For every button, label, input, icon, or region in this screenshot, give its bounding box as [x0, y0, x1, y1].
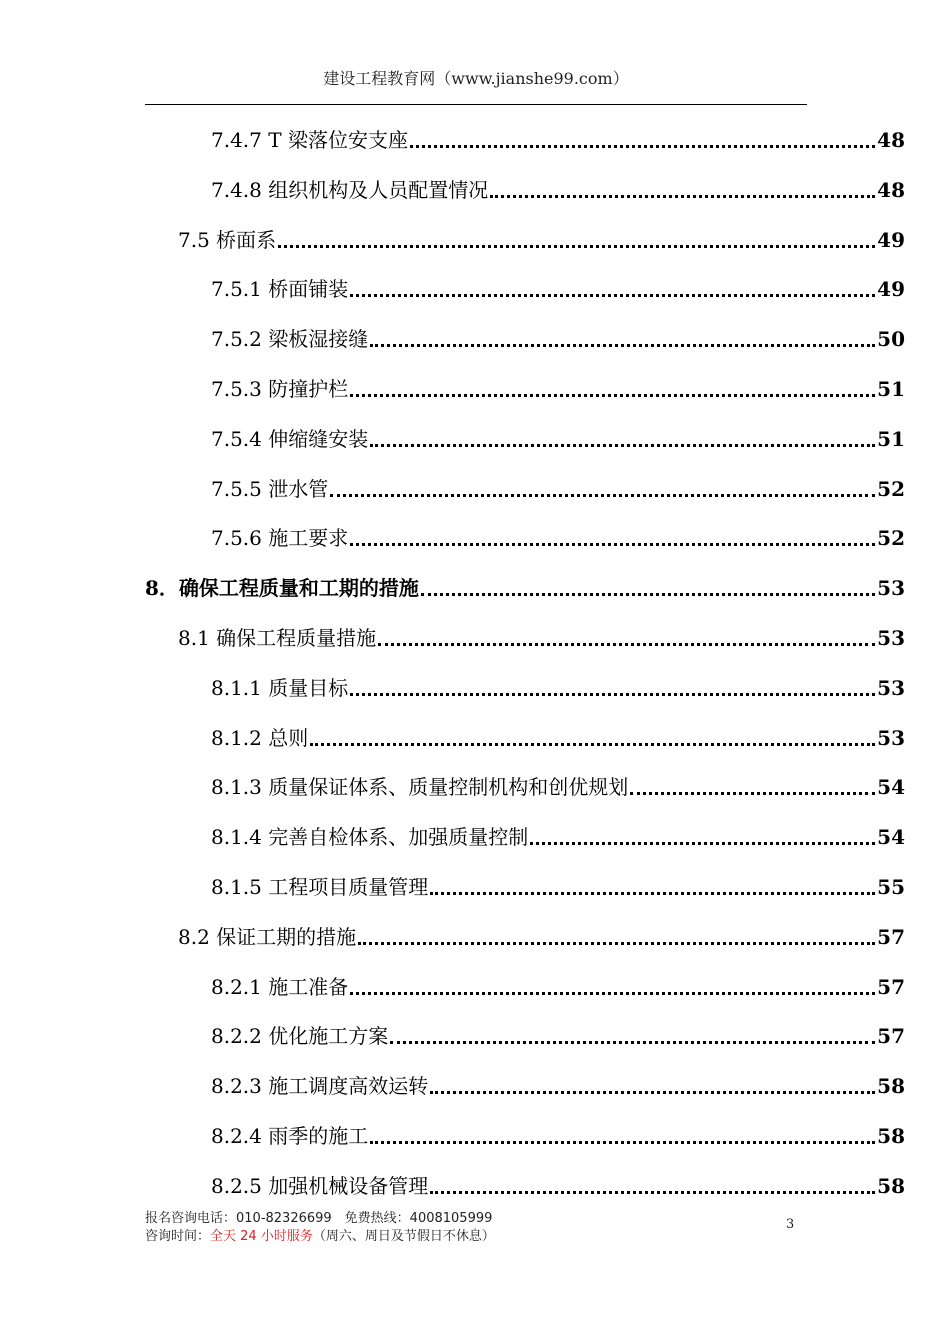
toc-entry[interactable]: [211, 523, 905, 553]
toc-dot-leader: [390, 1041, 875, 1044]
toc-dot-leader: [430, 1191, 875, 1194]
toc-entry[interactable]: [145, 573, 905, 603]
toc-dot-leader: [350, 543, 875, 546]
toc-entry-title: 8.2.1 施工准备: [211, 975, 349, 999]
toc-entry-page-number: 57: [877, 925, 905, 949]
toc-entry-page-number: 52: [877, 526, 905, 550]
toc-entry-title: 7.4.8 组织机构及人员配置情况: [211, 178, 489, 202]
toc-entry[interactable]: [211, 1071, 905, 1101]
toc-entry-title: 8.1.4 完善自检体系、加强质量控制: [211, 825, 529, 849]
toc-entry-title: 8.1.1 质量目标: [211, 676, 349, 700]
toc-entry[interactable]: [211, 374, 905, 404]
toc-dot-leader: [330, 494, 875, 497]
toc-entry-title: 8.2.5 加强机械设备管理: [211, 1174, 429, 1198]
toc-entry[interactable]: [211, 424, 905, 454]
toc-entry[interactable]: [211, 175, 905, 205]
page-footer: [145, 1210, 805, 1246]
toc-entry-title: 7.5 桥面系: [178, 228, 277, 252]
toc-dot-leader: [370, 1141, 875, 1144]
toc-entry-page-number: 55: [877, 875, 905, 899]
toc-entry-title: 8.1.5 工程项目质量管理: [211, 875, 429, 899]
footer-hours-note: （周六、周日及节假日不休息）: [312, 1229, 495, 1244]
toc-entry[interactable]: [211, 723, 905, 753]
toc-entry[interactable]: [178, 225, 905, 255]
toc-dot-leader: [410, 145, 875, 148]
toc-entry-title: 8．确保工程质量和工期的措施: [145, 576, 419, 600]
footer-hours-line: [145, 1228, 805, 1246]
toc-entry-page-number: 48: [877, 178, 905, 202]
toc-entry[interactable]: [211, 872, 905, 902]
toc-dot-leader: [490, 195, 875, 198]
toc-entry-page-number: 58: [877, 1124, 905, 1148]
toc-entry-page-number: 58: [877, 1074, 905, 1098]
toc-entry-title: 8.1.3 质量保证体系、质量控制机构和创优规划: [211, 775, 629, 799]
toc-entry-title: 8.1 确保工程质量措施: [178, 626, 377, 650]
toc-entry-title: 7.5.4 伸缩缝安装: [211, 427, 369, 451]
toc-entry[interactable]: [211, 673, 905, 703]
toc-entry-page-number: 53: [877, 726, 905, 750]
toc-dot-leader: [421, 593, 875, 596]
toc-entry[interactable]: [211, 1021, 905, 1051]
toc-entry-title: 7.4.7 T 梁落位安支座: [211, 128, 408, 152]
toc-entry[interactable]: [211, 772, 905, 802]
toc-dot-leader: [350, 294, 875, 297]
toc-entry-title: 8.2.3 施工调度高效运转: [211, 1074, 429, 1098]
toc-entry-title: 7.5.3 防撞护栏: [211, 377, 349, 401]
toc-dot-leader: [350, 693, 875, 696]
toc-entry[interactable]: [178, 922, 905, 952]
toc-entry[interactable]: [211, 274, 905, 304]
toc-entry[interactable]: [211, 822, 905, 852]
toc-entry-page-number: 50: [877, 327, 905, 351]
toc-entry-page-number: 51: [877, 427, 905, 451]
toc-entry[interactable]: [211, 1171, 905, 1201]
page-header: 建设工程教育网（www.jianshe99.com）: [323, 69, 629, 88]
toc-entry-page-number: 51: [877, 377, 905, 401]
toc-dot-leader: [370, 344, 875, 347]
toc-entry-page-number: 57: [877, 975, 905, 999]
toc-entry[interactable]: [211, 474, 905, 504]
toc-entry-title: 8.2 保证工期的措施: [178, 925, 357, 949]
footer-hours-label: 咨询时间：: [145, 1229, 211, 1244]
toc-entry-page-number: 54: [877, 775, 905, 799]
toc-entry-page-number: 49: [877, 277, 905, 301]
toc-dot-leader: [358, 942, 875, 945]
toc-entry-title: 7.5.5 泄水管: [211, 477, 329, 501]
toc-entry-page-number: 48: [877, 128, 905, 152]
toc-entry-title: 7.5.2 梁板湿接缝: [211, 327, 369, 351]
toc-entry-page-number: 53: [877, 676, 905, 700]
toc-dot-leader: [530, 842, 875, 845]
page-number: 3: [786, 1217, 795, 1232]
footer-contact-line: 报名咨询电话：010-82326699 免费热线：4008105999: [145, 1211, 493, 1226]
toc-entry-title: 7.5.1 桥面铺装: [211, 277, 349, 301]
toc-dot-leader: [278, 245, 875, 248]
toc-dot-leader: [430, 1091, 875, 1094]
toc-entry-title: 7.5.6 施工要求: [211, 526, 349, 550]
toc-dot-leader: [430, 892, 875, 895]
toc-entry-page-number: 53: [877, 626, 905, 650]
toc-entry-page-number: 49: [877, 228, 905, 252]
toc-entry-page-number: 52: [877, 477, 905, 501]
toc-entry[interactable]: [211, 972, 905, 1002]
footer-hours-highlight: 全天 24 小时服务: [210, 1229, 313, 1244]
toc-entry-page-number: 58: [877, 1174, 905, 1198]
toc-dot-leader: [350, 394, 875, 397]
toc-dot-leader: [350, 992, 875, 995]
toc-entry[interactable]: [211, 1121, 905, 1151]
toc-entry-page-number: 54: [877, 825, 905, 849]
toc-entry[interactable]: [211, 324, 905, 354]
toc-dot-leader: [630, 792, 875, 795]
toc-entry-title: 8.2.2 优化施工方案: [211, 1024, 389, 1048]
toc-dot-leader: [310, 743, 875, 746]
toc-entry-page-number: 53: [877, 576, 905, 600]
toc-entry-title: 8.1.2 总则: [211, 726, 309, 750]
toc-entry[interactable]: [178, 623, 905, 653]
toc-dot-leader: [370, 444, 875, 447]
toc-entry[interactable]: [211, 125, 905, 155]
toc-dot-leader: [378, 643, 875, 646]
toc-entry-title: 8.2.4 雨季的施工: [211, 1124, 369, 1148]
toc-entry-page-number: 57: [877, 1024, 905, 1048]
